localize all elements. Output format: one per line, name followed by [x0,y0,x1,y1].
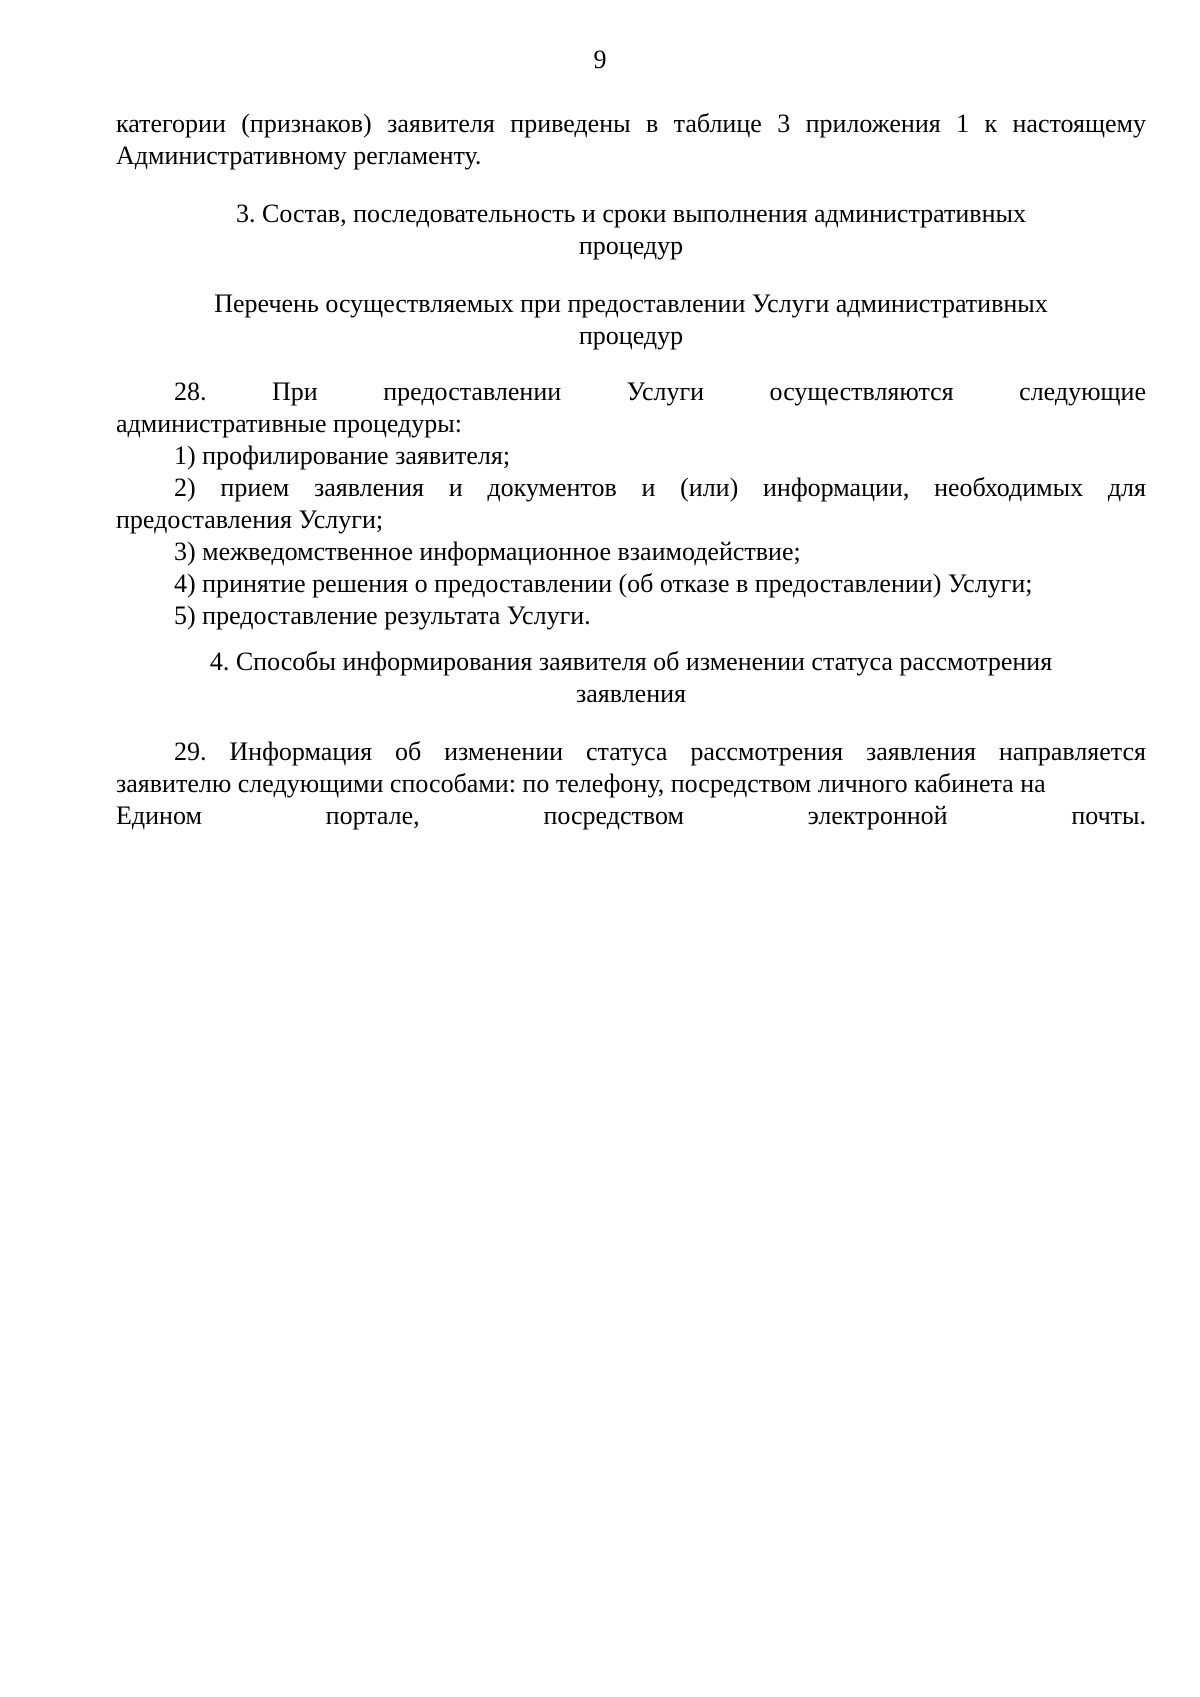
list-item: 1) профилирование заявителя; [174,441,511,470]
list-item: 5) предоставление результата Услуги. [174,601,591,630]
list-item: 3) межведомственное информационное взаимодействие; [174,537,801,566]
list-item: 4) принятие решения о предоставлении (об отказе в предоставлении) Услуги; [174,569,1033,598]
section-3-title-line1: 3. Состав, последовательность и сроки выполнения административных [236,199,1026,228]
paragraph-29-text: 29. Информация об изменении статуса рассмотрения заявления направляется заявителю следующими способами: по телефону, посредством личного кабинета на [116,737,1146,798]
section-3-heading [116,198,1146,262]
paragraph-28 [116,376,1146,632]
paragraph-28-lead-line1: 28. При предоставлении Услуги осуществляются следующие [174,377,1146,406]
section-4-title-line1: 4. Способы информирования заявителя об изменении статуса рассмотрения [209,647,1053,676]
subsection-title-line1: Перечень осуществляемых при предоставлении Услуги административных [214,289,1048,318]
intro-paragraph: категории (признаков) заявителя приведены в таблице 3 приложения 1 к настоящему Административному регламенту. [116,109,1146,170]
paragraph-29-last-line: Едином портале, посредством электронной почты. [116,801,1146,830]
page-number: 9 [593,45,607,74]
paragraph-29 [116,736,1146,832]
intro-paragraph-block [116,108,1146,172]
section-3-title-line2: процедур [578,231,684,260]
section-4-title-line2: заявления [575,679,686,708]
section-4-heading [116,646,1146,710]
paragraph-28-lead-line2: административные процедуры: [116,409,462,438]
list-item: 2) прием заявления и документов и (или) информации, необходимых для предоставления Услуги; [116,473,1146,534]
subsection-title-line2: процедур [578,321,684,350]
subsection-heading [116,288,1146,352]
